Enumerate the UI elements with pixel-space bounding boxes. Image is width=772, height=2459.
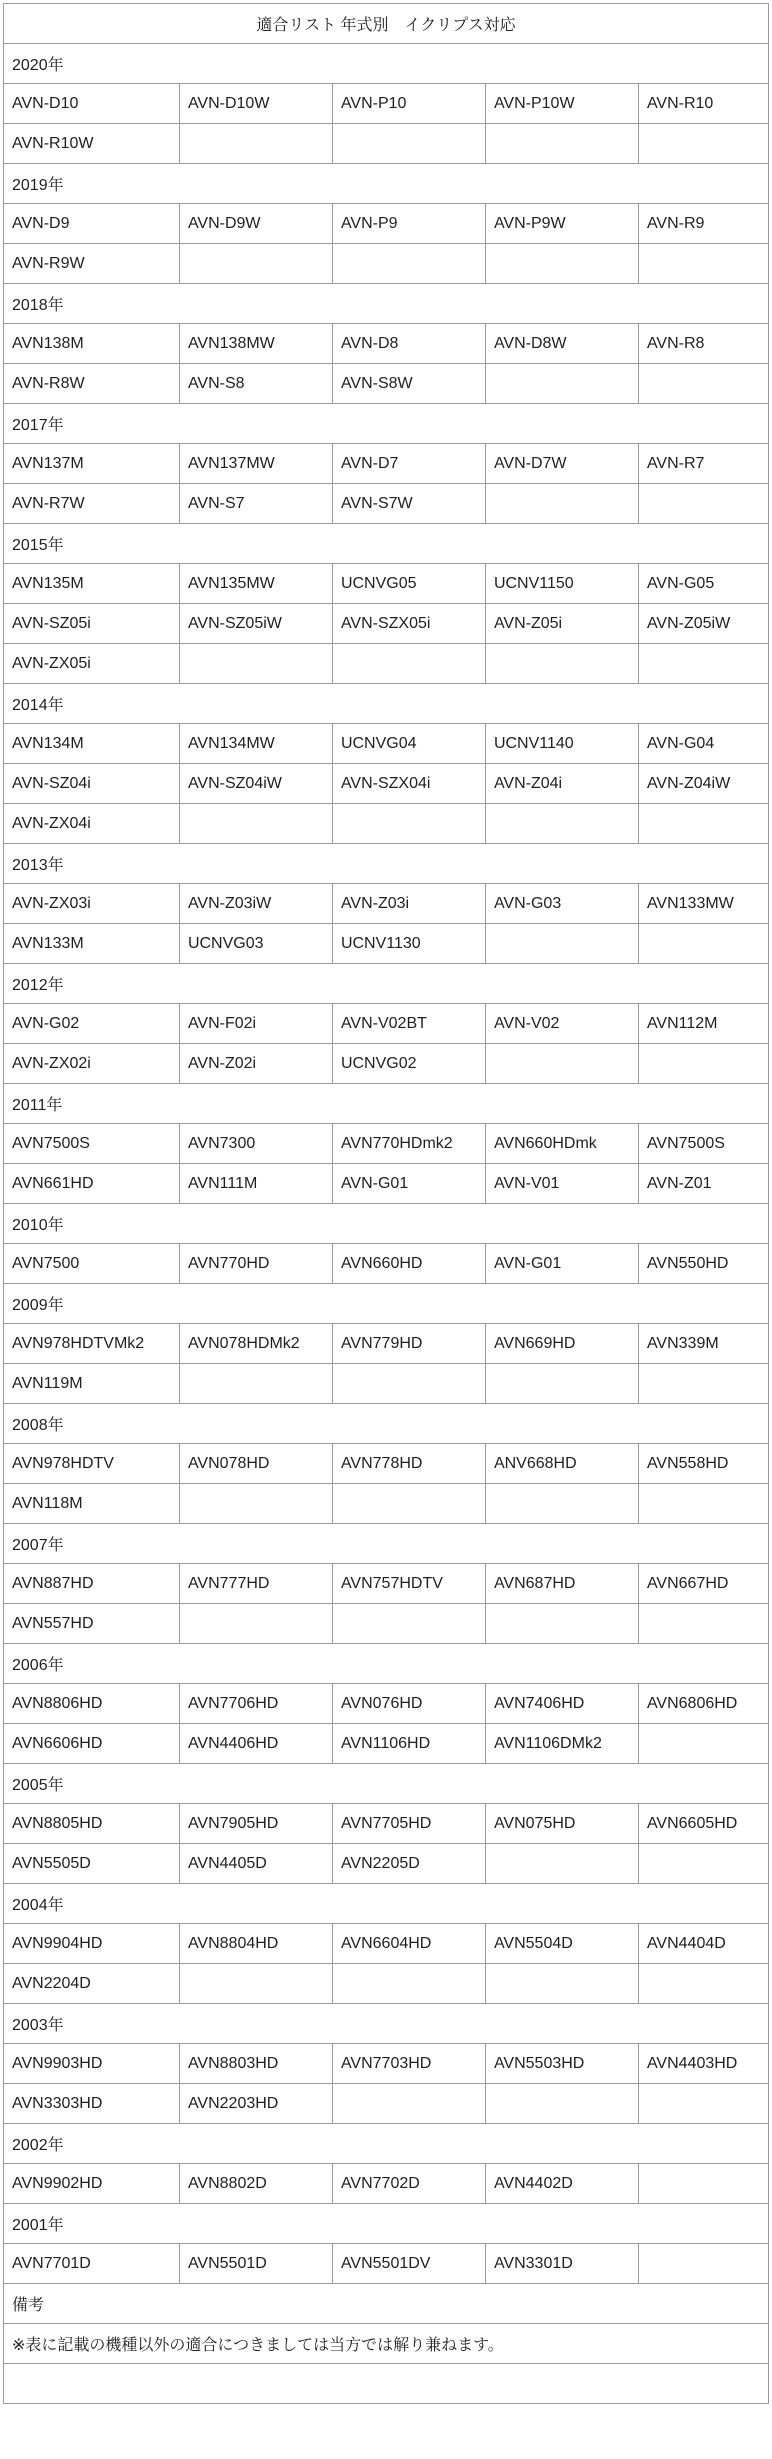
model-cell-empty (638, 124, 768, 164)
model-cell-empty (638, 1724, 768, 1764)
model-cell: AVN-R10W (4, 124, 180, 164)
model-cell-empty (332, 804, 485, 844)
model-cell: AVN9902HD (4, 2164, 180, 2204)
model-cell: AVN133MW (638, 884, 768, 924)
model-cell: AVN-Z02i (179, 1044, 332, 1084)
model-cell-empty (179, 124, 332, 164)
model-cell: AVN6605HD (638, 1804, 768, 1844)
model-cell: AVN8805HD (4, 1804, 180, 1844)
model-cell: AVN7706HD (179, 1684, 332, 1724)
model-cell: AVN135M (4, 564, 180, 604)
model-cell-empty (638, 244, 768, 284)
model-cell-empty (638, 1844, 768, 1884)
year-header-row (4, 524, 769, 564)
model-cell: AVN669HD (485, 1324, 638, 1364)
model-cell: AVN075HD (485, 1804, 638, 1844)
model-cell: AVN-S7W (332, 484, 485, 524)
model-row (4, 124, 769, 164)
remarks-note-row (4, 2324, 769, 2364)
model-row (4, 484, 769, 524)
model-cell: AVN-V02BT (332, 1004, 485, 1044)
model-cell: AVN-G03 (485, 884, 638, 924)
model-cell: AVN667HD (638, 1564, 768, 1604)
model-cell: AVN-Z04iW (638, 764, 768, 804)
model-cell-empty (332, 244, 485, 284)
model-cell: AVN-R10 (638, 84, 768, 124)
year-header-label: 2019年 (4, 164, 769, 204)
model-row (4, 84, 769, 124)
model-cell: AVN978HDTV (4, 1444, 180, 1484)
model-row (4, 1604, 769, 1644)
model-cell: AVN134MW (179, 724, 332, 764)
year-header-row (4, 404, 769, 444)
model-cell: AVN-R7 (638, 444, 768, 484)
model-cell: AVN8804HD (179, 1924, 332, 1964)
model-cell: AVN-G01 (332, 1164, 485, 1204)
model-cell: AVN7703HD (332, 2044, 485, 2084)
model-cell: AVN-Z03i (332, 884, 485, 924)
model-cell: AVN9904HD (4, 1924, 180, 1964)
model-cell: AVN-Z01 (638, 1164, 768, 1204)
compatibility-table (3, 3, 769, 2404)
model-cell-empty (638, 1484, 768, 1524)
year-header-label: 2017年 (4, 404, 769, 444)
model-row (4, 644, 769, 684)
model-cell: AVN4402D (485, 2164, 638, 2204)
model-cell-empty (485, 1964, 638, 2004)
model-cell-empty (332, 2084, 485, 2124)
model-cell: AVN-SZX04i (332, 764, 485, 804)
year-header-row (4, 1644, 769, 1684)
model-row (4, 884, 769, 924)
model-cell: AVN-V02 (485, 1004, 638, 1044)
model-cell-empty (638, 804, 768, 844)
model-cell-empty (332, 1484, 485, 1524)
model-row (4, 2244, 769, 2284)
model-cell: AVN-D10 (4, 84, 180, 124)
year-header-row (4, 1884, 769, 1924)
model-cell: UCNV1150 (485, 564, 638, 604)
model-row (4, 1804, 769, 1844)
model-cell: AVN339M (638, 1324, 768, 1364)
model-cell: AVN-R9W (4, 244, 180, 284)
model-cell: AVN-D9W (179, 204, 332, 244)
model-cell: AVN-SZX05i (332, 604, 485, 644)
model-cell: AVN119M (4, 1364, 180, 1404)
table-body (4, 44, 769, 2404)
model-cell-empty (332, 1604, 485, 1644)
model-cell: AVN-S7 (179, 484, 332, 524)
year-header-label: 2011年 (4, 1084, 769, 1124)
model-cell-empty (332, 1364, 485, 1404)
model-row (4, 204, 769, 244)
year-header-label: 2005年 (4, 1764, 769, 1804)
model-row (4, 1484, 769, 1524)
model-cell: UCNVG03 (179, 924, 332, 964)
model-row (4, 1724, 769, 1764)
model-cell: AVN550HD (638, 1244, 768, 1284)
model-row (4, 1564, 769, 1604)
model-cell-empty (638, 2244, 768, 2284)
year-header-row (4, 44, 769, 84)
model-cell-empty (485, 924, 638, 964)
model-row (4, 1964, 769, 2004)
model-row (4, 1844, 769, 1884)
model-cell: AVN-D8W (485, 324, 638, 364)
year-header-row (4, 1284, 769, 1324)
model-cell: AVN-SZ05i (4, 604, 180, 644)
year-header-row (4, 1524, 769, 1564)
model-cell: AVN-D7 (332, 444, 485, 484)
model-cell-empty (179, 644, 332, 684)
model-cell: AVN7500 (4, 1244, 180, 1284)
model-row (4, 764, 769, 804)
title-row (4, 4, 769, 44)
model-row (4, 364, 769, 404)
model-cell: AVN661HD (4, 1164, 180, 1204)
model-cell: AVN-G04 (638, 724, 768, 764)
model-cell: AVN078HDMk2 (179, 1324, 332, 1364)
model-cell: AVN-D7W (485, 444, 638, 484)
model-cell-empty (485, 1364, 638, 1404)
model-cell: AVN660HDmk (485, 1124, 638, 1164)
model-cell-empty (638, 2164, 768, 2204)
model-cell-empty (638, 1604, 768, 1644)
model-row (4, 2084, 769, 2124)
year-header-row (4, 1404, 769, 1444)
model-cell-empty (485, 484, 638, 524)
model-cell-empty (332, 124, 485, 164)
model-cell: AVN558HD (638, 1444, 768, 1484)
model-row (4, 2044, 769, 2084)
model-row (4, 604, 769, 644)
model-cell: AVN118M (4, 1484, 180, 1524)
model-cell: AVN770HDmk2 (332, 1124, 485, 1164)
model-cell: AVN-Z05i (485, 604, 638, 644)
model-cell-empty (485, 804, 638, 844)
model-cell-empty (485, 364, 638, 404)
year-header-row (4, 684, 769, 724)
model-cell-empty (332, 1964, 485, 2004)
model-cell-empty (638, 924, 768, 964)
model-cell: AVN-P9W (485, 204, 638, 244)
model-cell: AVN757HDTV (332, 1564, 485, 1604)
model-cell: AVN-D10W (179, 84, 332, 124)
model-cell: AVN-SZ05iW (179, 604, 332, 644)
model-cell: AVN-R8W (4, 364, 180, 404)
model-cell: AVN078HD (179, 1444, 332, 1484)
model-cell: AVN-V01 (485, 1164, 638, 1204)
model-cell: UCNV1140 (485, 724, 638, 764)
model-cell: AVN076HD (332, 1684, 485, 1724)
model-cell: AVN112M (638, 1004, 768, 1044)
year-header-row (4, 844, 769, 884)
model-cell-empty (485, 1844, 638, 1884)
model-cell-empty (638, 484, 768, 524)
model-cell: AVN1106DMk2 (485, 1724, 638, 1764)
year-header-row (4, 2204, 769, 2244)
model-cell: AVN7406HD (485, 1684, 638, 1724)
model-cell-empty (332, 644, 485, 684)
model-cell: AVN2203HD (179, 2084, 332, 2124)
model-cell: AVN687HD (485, 1564, 638, 1604)
model-cell-empty (638, 1964, 768, 2004)
model-cell-empty (638, 1044, 768, 1084)
model-cell: AVN5501D (179, 2244, 332, 2284)
model-cell: AVN4406HD (179, 1724, 332, 1764)
model-cell: AVN-G05 (638, 564, 768, 604)
model-cell: AVN7500S (4, 1124, 180, 1164)
model-cell-empty (485, 1484, 638, 1524)
model-cell: AVN111M (179, 1164, 332, 1204)
model-cell-empty (638, 2084, 768, 2124)
year-header-row (4, 164, 769, 204)
model-cell: AVN-ZX05i (4, 644, 180, 684)
year-header-row (4, 1204, 769, 1244)
model-row (4, 1044, 769, 1084)
model-cell-empty (638, 1364, 768, 1404)
model-cell-empty (485, 644, 638, 684)
model-cell: AVN-P9 (332, 204, 485, 244)
model-row (4, 1244, 769, 1284)
model-cell: AVN2204D (4, 1964, 180, 2004)
model-cell: AVN7905HD (179, 1804, 332, 1844)
model-cell: AVN6606HD (4, 1724, 180, 1764)
model-row (4, 1684, 769, 1724)
model-cell-empty (638, 644, 768, 684)
model-cell: AVN-Z04i (485, 764, 638, 804)
year-header-label: 2020年 (4, 44, 769, 84)
model-cell-empty (179, 244, 332, 284)
year-header-row (4, 1084, 769, 1124)
model-cell: AVN2205D (332, 1844, 485, 1884)
model-row (4, 1364, 769, 1404)
model-cell: AVN660HD (332, 1244, 485, 1284)
model-cell: AVN4405D (179, 1844, 332, 1884)
model-cell: AVN8802D (179, 2164, 332, 2204)
model-cell: AVN138M (4, 324, 180, 364)
model-cell: AVN8806HD (4, 1684, 180, 1724)
model-cell: AVN5504D (485, 1924, 638, 1964)
year-header-label: 2012年 (4, 964, 769, 1004)
year-header-label: 2010年 (4, 1204, 769, 1244)
model-cell: AVN5503HD (485, 2044, 638, 2084)
model-cell: AVN-SZ04i (4, 764, 180, 804)
model-cell-empty (179, 1364, 332, 1404)
year-header-label: 2006年 (4, 1644, 769, 1684)
model-cell: AVN133M (4, 924, 180, 964)
model-cell: AVN-SZ04iW (179, 764, 332, 804)
model-cell: AVN887HD (4, 1564, 180, 1604)
model-row (4, 1004, 769, 1044)
model-cell: AVN4404D (638, 1924, 768, 1964)
model-cell: AVN7300 (179, 1124, 332, 1164)
model-cell-empty (179, 804, 332, 844)
model-cell: AVN135MW (179, 564, 332, 604)
model-cell: AVN-D9 (4, 204, 180, 244)
model-row (4, 804, 769, 844)
year-header-label: 2007年 (4, 1524, 769, 1564)
model-cell: AVN-G01 (485, 1244, 638, 1284)
year-header-label: 2018年 (4, 284, 769, 324)
year-header-row (4, 1764, 769, 1804)
model-cell: AVN978HDTVMk2 (4, 1324, 180, 1364)
remarks-note-text: ※表に記載の機種以外の適合につきましては当方では解り兼ねます。 (4, 2324, 769, 2364)
year-header-row (4, 2124, 769, 2164)
year-header-label: 2002年 (4, 2124, 769, 2164)
model-cell-empty (485, 124, 638, 164)
model-cell: AVN-R7W (4, 484, 180, 524)
model-cell: UCNVG04 (332, 724, 485, 764)
model-cell: AVN5501DV (332, 2244, 485, 2284)
model-cell: AVN-R8 (638, 324, 768, 364)
model-cell: UCNV1130 (332, 924, 485, 964)
model-cell: AVN-ZX03i (4, 884, 180, 924)
model-cell: AVN-S8W (332, 364, 485, 404)
table-title: 適合リスト 年式別 イクリプス対応 (4, 4, 769, 44)
model-row (4, 924, 769, 964)
model-cell-empty (485, 1044, 638, 1084)
model-row (4, 2164, 769, 2204)
model-cell: AVN-P10W (485, 84, 638, 124)
model-cell: AVN4403HD (638, 2044, 768, 2084)
model-cell: AVN-G02 (4, 1004, 180, 1044)
model-row (4, 1124, 769, 1164)
model-cell: ANV668HD (485, 1444, 638, 1484)
model-cell: AVN7500S (638, 1124, 768, 1164)
model-cell: AVN6604HD (332, 1924, 485, 1964)
model-cell: AVN778HD (332, 1444, 485, 1484)
model-cell: AVN-F02i (179, 1004, 332, 1044)
model-cell: AVN770HD (179, 1244, 332, 1284)
model-row (4, 724, 769, 764)
model-cell: AVN-D8 (332, 324, 485, 364)
model-row (4, 444, 769, 484)
model-cell: AVN-R9 (638, 204, 768, 244)
model-cell: AVN1106HD (332, 1724, 485, 1764)
model-row (4, 244, 769, 284)
year-header-label: 2003年 (4, 2004, 769, 2044)
year-header-label: 2009年 (4, 1284, 769, 1324)
year-header-label: 2004年 (4, 1884, 769, 1924)
model-row (4, 1444, 769, 1484)
year-header-row (4, 284, 769, 324)
remarks-header-label: 備考 (4, 2284, 769, 2324)
model-cell-empty (179, 1604, 332, 1644)
model-cell: AVN8803HD (179, 2044, 332, 2084)
model-row (4, 1164, 769, 1204)
model-cell-empty (485, 2084, 638, 2124)
model-cell: AVN-P10 (332, 84, 485, 124)
model-cell: UCNVG02 (332, 1044, 485, 1084)
footer-spacer-cell (4, 2364, 769, 2404)
model-row (4, 1924, 769, 1964)
model-row (4, 324, 769, 364)
model-cell: UCNVG05 (332, 564, 485, 604)
model-cell: AVN557HD (4, 1604, 180, 1644)
model-row (4, 1324, 769, 1364)
year-header-label: 2015年 (4, 524, 769, 564)
model-cell: AVN6806HD (638, 1684, 768, 1724)
model-cell: AVN777HD (179, 1564, 332, 1604)
year-header-label: 2014年 (4, 684, 769, 724)
model-cell: AVN3301D (485, 2244, 638, 2284)
model-cell: AVN137MW (179, 444, 332, 484)
year-header-label: 2008年 (4, 1404, 769, 1444)
model-cell: AVN7705HD (332, 1804, 485, 1844)
year-header-row (4, 2004, 769, 2044)
model-cell-empty (485, 244, 638, 284)
model-cell: AVN779HD (332, 1324, 485, 1364)
model-cell: AVN3303HD (4, 2084, 180, 2124)
model-cell-empty (179, 1484, 332, 1524)
model-cell-empty (485, 1604, 638, 1644)
year-header-label: 2013年 (4, 844, 769, 884)
model-cell: AVN138MW (179, 324, 332, 364)
model-cell: AVN134M (4, 724, 180, 764)
model-cell: AVN5505D (4, 1844, 180, 1884)
year-header-label: 2001年 (4, 2204, 769, 2244)
model-cell: AVN-Z05iW (638, 604, 768, 644)
model-cell: AVN-ZX02i (4, 1044, 180, 1084)
model-cell: AVN-Z03iW (179, 884, 332, 924)
model-cell-empty (179, 1964, 332, 2004)
model-cell: AVN137M (4, 444, 180, 484)
model-cell: AVN9903HD (4, 2044, 180, 2084)
model-cell: AVN7702D (332, 2164, 485, 2204)
model-cell: AVN-S8 (179, 364, 332, 404)
model-row (4, 564, 769, 604)
model-cell: AVN-ZX04i (4, 804, 180, 844)
model-cell-empty (638, 364, 768, 404)
year-header-row (4, 964, 769, 1004)
footer-spacer-row (4, 2364, 769, 2404)
remarks-header-row (4, 2284, 769, 2324)
model-cell: AVN7701D (4, 2244, 180, 2284)
